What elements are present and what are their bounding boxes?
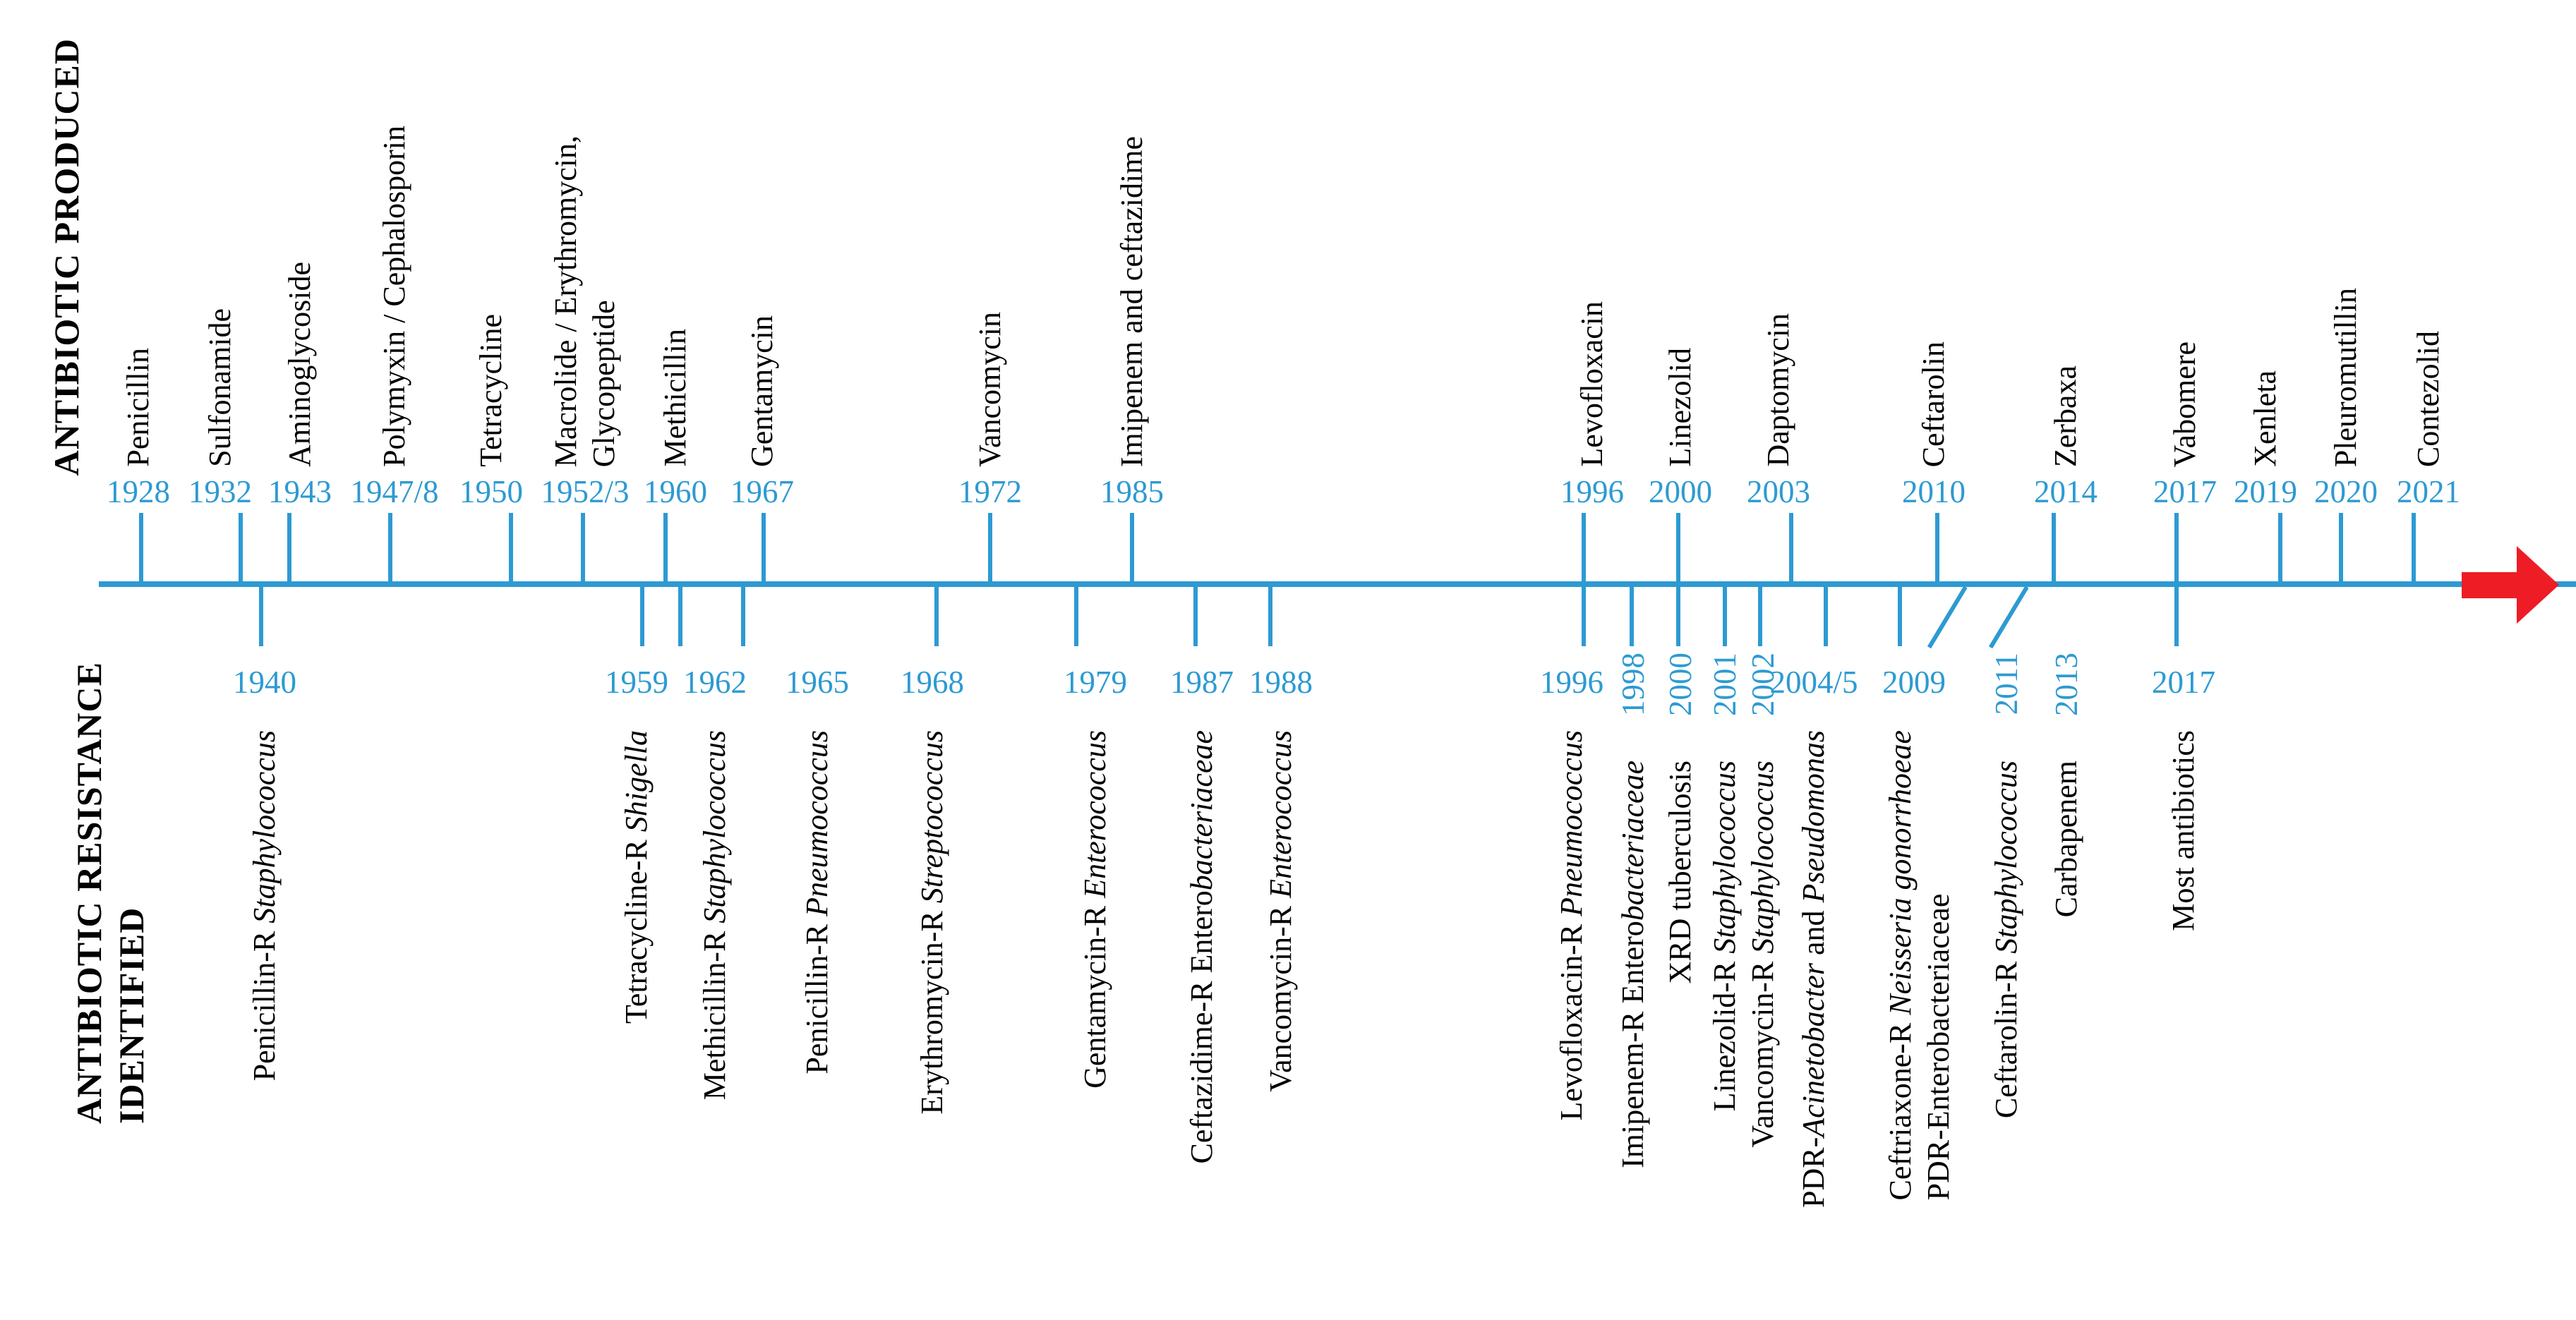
label-text: Levofloxacin	[1575, 301, 1609, 467]
event-label-line	[1076, 730, 1114, 1089]
resistance-event-label	[1987, 761, 2026, 1118]
label-text: Imipenem-R Entero	[1615, 921, 1650, 1168]
produced-tick	[139, 513, 143, 584]
resistance-tick	[1268, 586, 1272, 646]
species-name: Acinetobacter	[1796, 962, 1831, 1137]
label-text: Vancomycin-R	[1745, 953, 1780, 1148]
resistance-event-label	[2047, 761, 2086, 917]
produced-event-label	[1759, 313, 1798, 467]
label-text: Imipenem and ceftazidime	[1114, 135, 1149, 467]
event-label-line	[246, 730, 284, 1081]
produced-tick	[2412, 513, 2416, 584]
resistance-year-label: 1968	[901, 665, 964, 700]
label-text: Ceftazidime-R Entero	[1184, 890, 1219, 1164]
produced-tick	[762, 513, 766, 584]
event-label-line	[1614, 761, 1652, 1168]
event-label-line	[2246, 370, 2285, 467]
resistance-tick	[1723, 586, 1727, 646]
resistance-tick	[1582, 586, 1586, 646]
resistance-event-label	[1706, 761, 1744, 1111]
label-text: Most antibiotics	[2166, 730, 2201, 931]
produced-year-label: 2003	[1747, 474, 1810, 509]
produced-tick	[2278, 513, 2282, 584]
label-text: Methicillin-R	[697, 923, 732, 1101]
produced-event-label	[547, 135, 623, 467]
label-text: Ceftriaxone-R	[1883, 1015, 1918, 1201]
produced-year-label: 2019	[2234, 474, 2297, 509]
event-label-line	[1706, 761, 1744, 1111]
species-name: Shigella	[619, 730, 654, 832]
resistance-event-label	[1183, 730, 1221, 1164]
label-text: Aminoglycoside	[282, 262, 317, 467]
label-text: Xenleta	[2248, 370, 2282, 467]
produced-year-label: 1952/3	[541, 474, 630, 509]
label-text: Penicillin-R	[800, 916, 834, 1074]
resistance-tick	[1193, 586, 1198, 646]
resistance-year-label: 1996	[1540, 665, 1603, 700]
resistance-event-label	[1744, 761, 1782, 1148]
event-label-line	[1882, 730, 1920, 1200]
produced-year-label: 1932	[188, 474, 252, 509]
event-label-line	[119, 348, 157, 467]
produced-tick	[663, 513, 668, 584]
event-label-line	[798, 730, 836, 1074]
label-text: Contezolid	[2411, 330, 2445, 467]
produced-year-label: 1960	[644, 474, 707, 509]
event-label-line	[1553, 730, 1591, 1120]
label-text: XRD tuberculosis	[1663, 761, 1697, 984]
produced-tick	[509, 513, 513, 584]
label-text: Penicillin-R	[247, 923, 282, 1082]
resistance-tick	[1758, 586, 1762, 646]
label-text: Penicillin	[121, 348, 155, 467]
event-label-line	[281, 262, 319, 467]
species-name: bacteriaceae	[1615, 761, 1650, 921]
species-name: Enterococcus	[1078, 730, 1112, 898]
event-label-line	[2409, 331, 2448, 467]
label-text: Linezolid-R	[1707, 953, 1742, 1112]
label-text: Erythromycin-R	[915, 903, 949, 1115]
produced-axis-caption	[45, 38, 88, 476]
event-label-line	[1183, 730, 1221, 1164]
label-text: Tetracycline-R	[619, 832, 654, 1024]
label-text: Vabomere	[2167, 341, 2202, 467]
event-label-line	[201, 308, 239, 467]
produced-event-label	[2327, 288, 2365, 467]
resistance-tick	[741, 586, 745, 646]
resistance-tick	[1676, 586, 1680, 646]
resistance-event-label	[913, 730, 951, 1115]
event-label-line	[2047, 365, 2085, 467]
label-text: Ceftarolin	[1916, 341, 1951, 467]
produced-event-label	[1573, 301, 1611, 467]
produced-event-label	[1661, 348, 1699, 467]
label-text: Tetracycline	[474, 314, 508, 467]
produced-event-label	[656, 329, 694, 467]
produced-year-label: 1928	[107, 474, 170, 509]
resistance-year-label: 1988	[1249, 665, 1313, 700]
species-name: Streptococcus	[915, 730, 949, 904]
event-label-line	[971, 312, 1009, 467]
species-name: Pseudomonas	[1796, 730, 1831, 903]
species-name: bacteriaceae	[1184, 730, 1219, 891]
produced-tick	[581, 513, 585, 584]
resistance-event-label	[1882, 730, 1958, 1200]
label-text: PDR-	[1796, 1137, 1831, 1209]
species-name: Neisseria gonorrhoeae	[1883, 730, 1918, 1015]
resistance-event-label	[1262, 730, 1300, 1092]
resistance-year-label: 2002	[1745, 653, 1781, 716]
resistance-year-label: 2009	[1882, 665, 1946, 700]
resistance-year-label: 1998	[1615, 653, 1651, 716]
resistance-tick	[1898, 586, 1902, 646]
resistance-event-label	[798, 730, 836, 1074]
produced-year-label: 1972	[958, 474, 1022, 509]
produced-year-label: 2017	[2153, 474, 2217, 509]
produced-event-label	[971, 312, 1009, 467]
event-label-line	[1573, 301, 1611, 467]
resistance-year-label: 2013	[2049, 653, 2084, 716]
label-text: Methicillin	[658, 329, 692, 467]
produced-event-label	[2166, 341, 2204, 467]
species-name: Staphylococcus	[1989, 761, 2023, 954]
event-label-line	[618, 730, 656, 1024]
label-text: Macrolide / Erythromycin,	[548, 135, 583, 467]
produced-tick	[1130, 513, 1134, 584]
resistance-tick-diagonal	[1927, 586, 1968, 648]
event-label-line	[547, 135, 585, 467]
resistance-axis-caption	[68, 662, 152, 1124]
label-text: Daptomycin	[1761, 313, 1795, 467]
resistance-event-label	[1661, 761, 1699, 984]
resistance-tick	[640, 586, 644, 646]
event-label-line	[1262, 730, 1300, 1092]
produced-year-label: 2014	[2034, 474, 2097, 509]
event-label-line	[1795, 730, 1833, 1208]
resistance-year-label: 1962	[683, 665, 747, 700]
resistance-event-label	[1795, 730, 1833, 1208]
produced-event-label	[201, 308, 239, 467]
species-name: Staphylococcus	[247, 730, 282, 924]
resistance-tick	[1074, 586, 1078, 646]
resistance-caption-line1: ANTIBIOTIC RESISTANCE	[69, 662, 109, 1124]
resistance-event-label	[1076, 730, 1114, 1089]
resistance-event-label	[2165, 730, 2203, 931]
produced-caption-text: ANTIBIOTIC PRODUCED	[47, 37, 86, 476]
event-label-line	[743, 315, 781, 467]
produced-tick	[388, 513, 392, 584]
label-text: Polymyxin / Cephalosporin	[377, 126, 411, 467]
resistance-tick	[2174, 586, 2179, 646]
resistance-event-label	[1553, 730, 1591, 1120]
resistance-year-label: 1979	[1064, 665, 1127, 700]
produced-event-label	[743, 315, 781, 467]
produced-event-label	[119, 348, 157, 467]
event-label-line	[1113, 136, 1151, 467]
resistance-event-label	[1614, 761, 1652, 1168]
label-text: Gentamycin-R	[1078, 897, 1112, 1089]
resistance-tick	[1824, 586, 1828, 646]
produced-tick	[2339, 513, 2343, 584]
label-text: Linezolid	[1663, 348, 1697, 467]
produced-event-label	[472, 314, 510, 467]
produced-tick	[1789, 513, 1793, 584]
label-text: Vancomycin-R	[1263, 897, 1298, 1092]
event-label-line	[1915, 341, 1953, 467]
resistance-year-label: 2000	[1663, 653, 1698, 716]
label-text: Carbapenem	[2049, 761, 2083, 918]
label-text: Vancomycin	[973, 312, 1007, 467]
produced-tick	[239, 513, 243, 584]
species-name: Staphylococcus	[697, 730, 732, 924]
produced-tick	[1676, 513, 1680, 584]
resistance-tick	[678, 586, 682, 646]
produced-year-label: 1950	[459, 474, 523, 509]
resistance-year-label: 1965	[786, 665, 849, 700]
produced-tick	[2052, 513, 2056, 584]
produced-tick	[2174, 513, 2179, 584]
label-text: Gentamycin	[745, 315, 779, 467]
event-label-line	[1920, 730, 1958, 1200]
produced-year-label: 2020	[2314, 474, 2378, 509]
produced-year-label: 1985	[1100, 474, 1164, 509]
produced-tick	[1935, 513, 1939, 584]
event-label-line	[696, 730, 734, 1100]
species-name: Pneumococcus	[1554, 730, 1589, 916]
species-name: Staphylococcus	[1745, 761, 1780, 954]
species-name: Enterococcus	[1263, 730, 1298, 898]
produced-event-label	[1915, 341, 1953, 467]
event-label-line	[472, 314, 510, 467]
produced-year-label: 1947/8	[350, 474, 439, 509]
resistance-tick-diagonal	[1989, 586, 2029, 648]
species-name: Pneumococcus	[800, 730, 834, 916]
produced-tick	[287, 513, 291, 584]
resistance-year-label: 2011	[1989, 653, 2024, 715]
resistance-tick	[259, 586, 263, 646]
timeline-axis-line	[99, 581, 2576, 587]
resistance-year-label: 1940	[233, 665, 296, 700]
produced-year-label: 2010	[1902, 474, 1966, 509]
label-text: PDR-Enterobacteriaceae	[1921, 893, 1956, 1201]
resistance-tick	[934, 586, 939, 646]
label-text: and	[1796, 902, 1831, 963]
resistance-caption-line2: IDENTIFIED	[112, 907, 151, 1124]
resistance-event-label	[246, 730, 284, 1081]
event-label-line	[2327, 288, 2365, 467]
resistance-event-label	[618, 730, 656, 1024]
event-label-line	[375, 126, 414, 467]
event-label-line	[2165, 730, 2203, 931]
event-label-line	[1661, 348, 1699, 467]
label-text: Pleuromutillin	[2328, 287, 2363, 467]
label-text: Glycopeptide	[586, 299, 621, 467]
produced-year-label: 2021	[2397, 474, 2460, 509]
label-text: Ceftarolin-R	[1989, 953, 2023, 1119]
produced-tick	[1582, 513, 1586, 584]
label-text: Levofloxacin-R	[1554, 916, 1589, 1121]
resistance-year-label: 2004/5	[1769, 665, 1858, 700]
resistance-tick	[1630, 586, 1634, 646]
event-label-line	[1744, 761, 1782, 1148]
produced-event-label	[2409, 331, 2448, 467]
event-label-line	[585, 135, 623, 467]
produced-year-label: 2000	[1649, 474, 1712, 509]
produced-event-label	[2246, 370, 2285, 467]
produced-event-label	[1113, 136, 1151, 467]
resistance-year-label: 2001	[1707, 653, 1743, 716]
resistance-year-label: 1987	[1170, 665, 1234, 700]
produced-event-label	[281, 262, 319, 467]
produced-event-label	[2047, 365, 2085, 467]
event-label-line	[656, 329, 694, 467]
timeline-arrow-shaft	[2462, 572, 2520, 598]
species-name: Staphylococcus	[1707, 761, 1742, 954]
produced-year-label: 1967	[730, 474, 794, 509]
label-text: Sulfonamide	[203, 308, 237, 467]
produced-year-label: 1943	[268, 474, 332, 509]
resistance-year-label: 2017	[2152, 665, 2215, 700]
event-label-line	[2166, 341, 2204, 467]
produced-event-label	[375, 126, 414, 467]
event-label-line	[2047, 761, 2086, 917]
event-label-line	[1759, 313, 1798, 467]
event-label-line	[1987, 761, 2026, 1118]
produced-year-label: 1996	[1560, 474, 1624, 509]
timeline-arrow-icon	[2517, 546, 2559, 624]
resistance-event-label	[696, 730, 734, 1100]
produced-tick	[988, 513, 992, 584]
event-label-line	[1661, 761, 1699, 984]
label-text: Zerbaxa	[2048, 365, 2083, 467]
event-label-line	[913, 730, 951, 1115]
resistance-year-label: 1959	[605, 665, 668, 700]
